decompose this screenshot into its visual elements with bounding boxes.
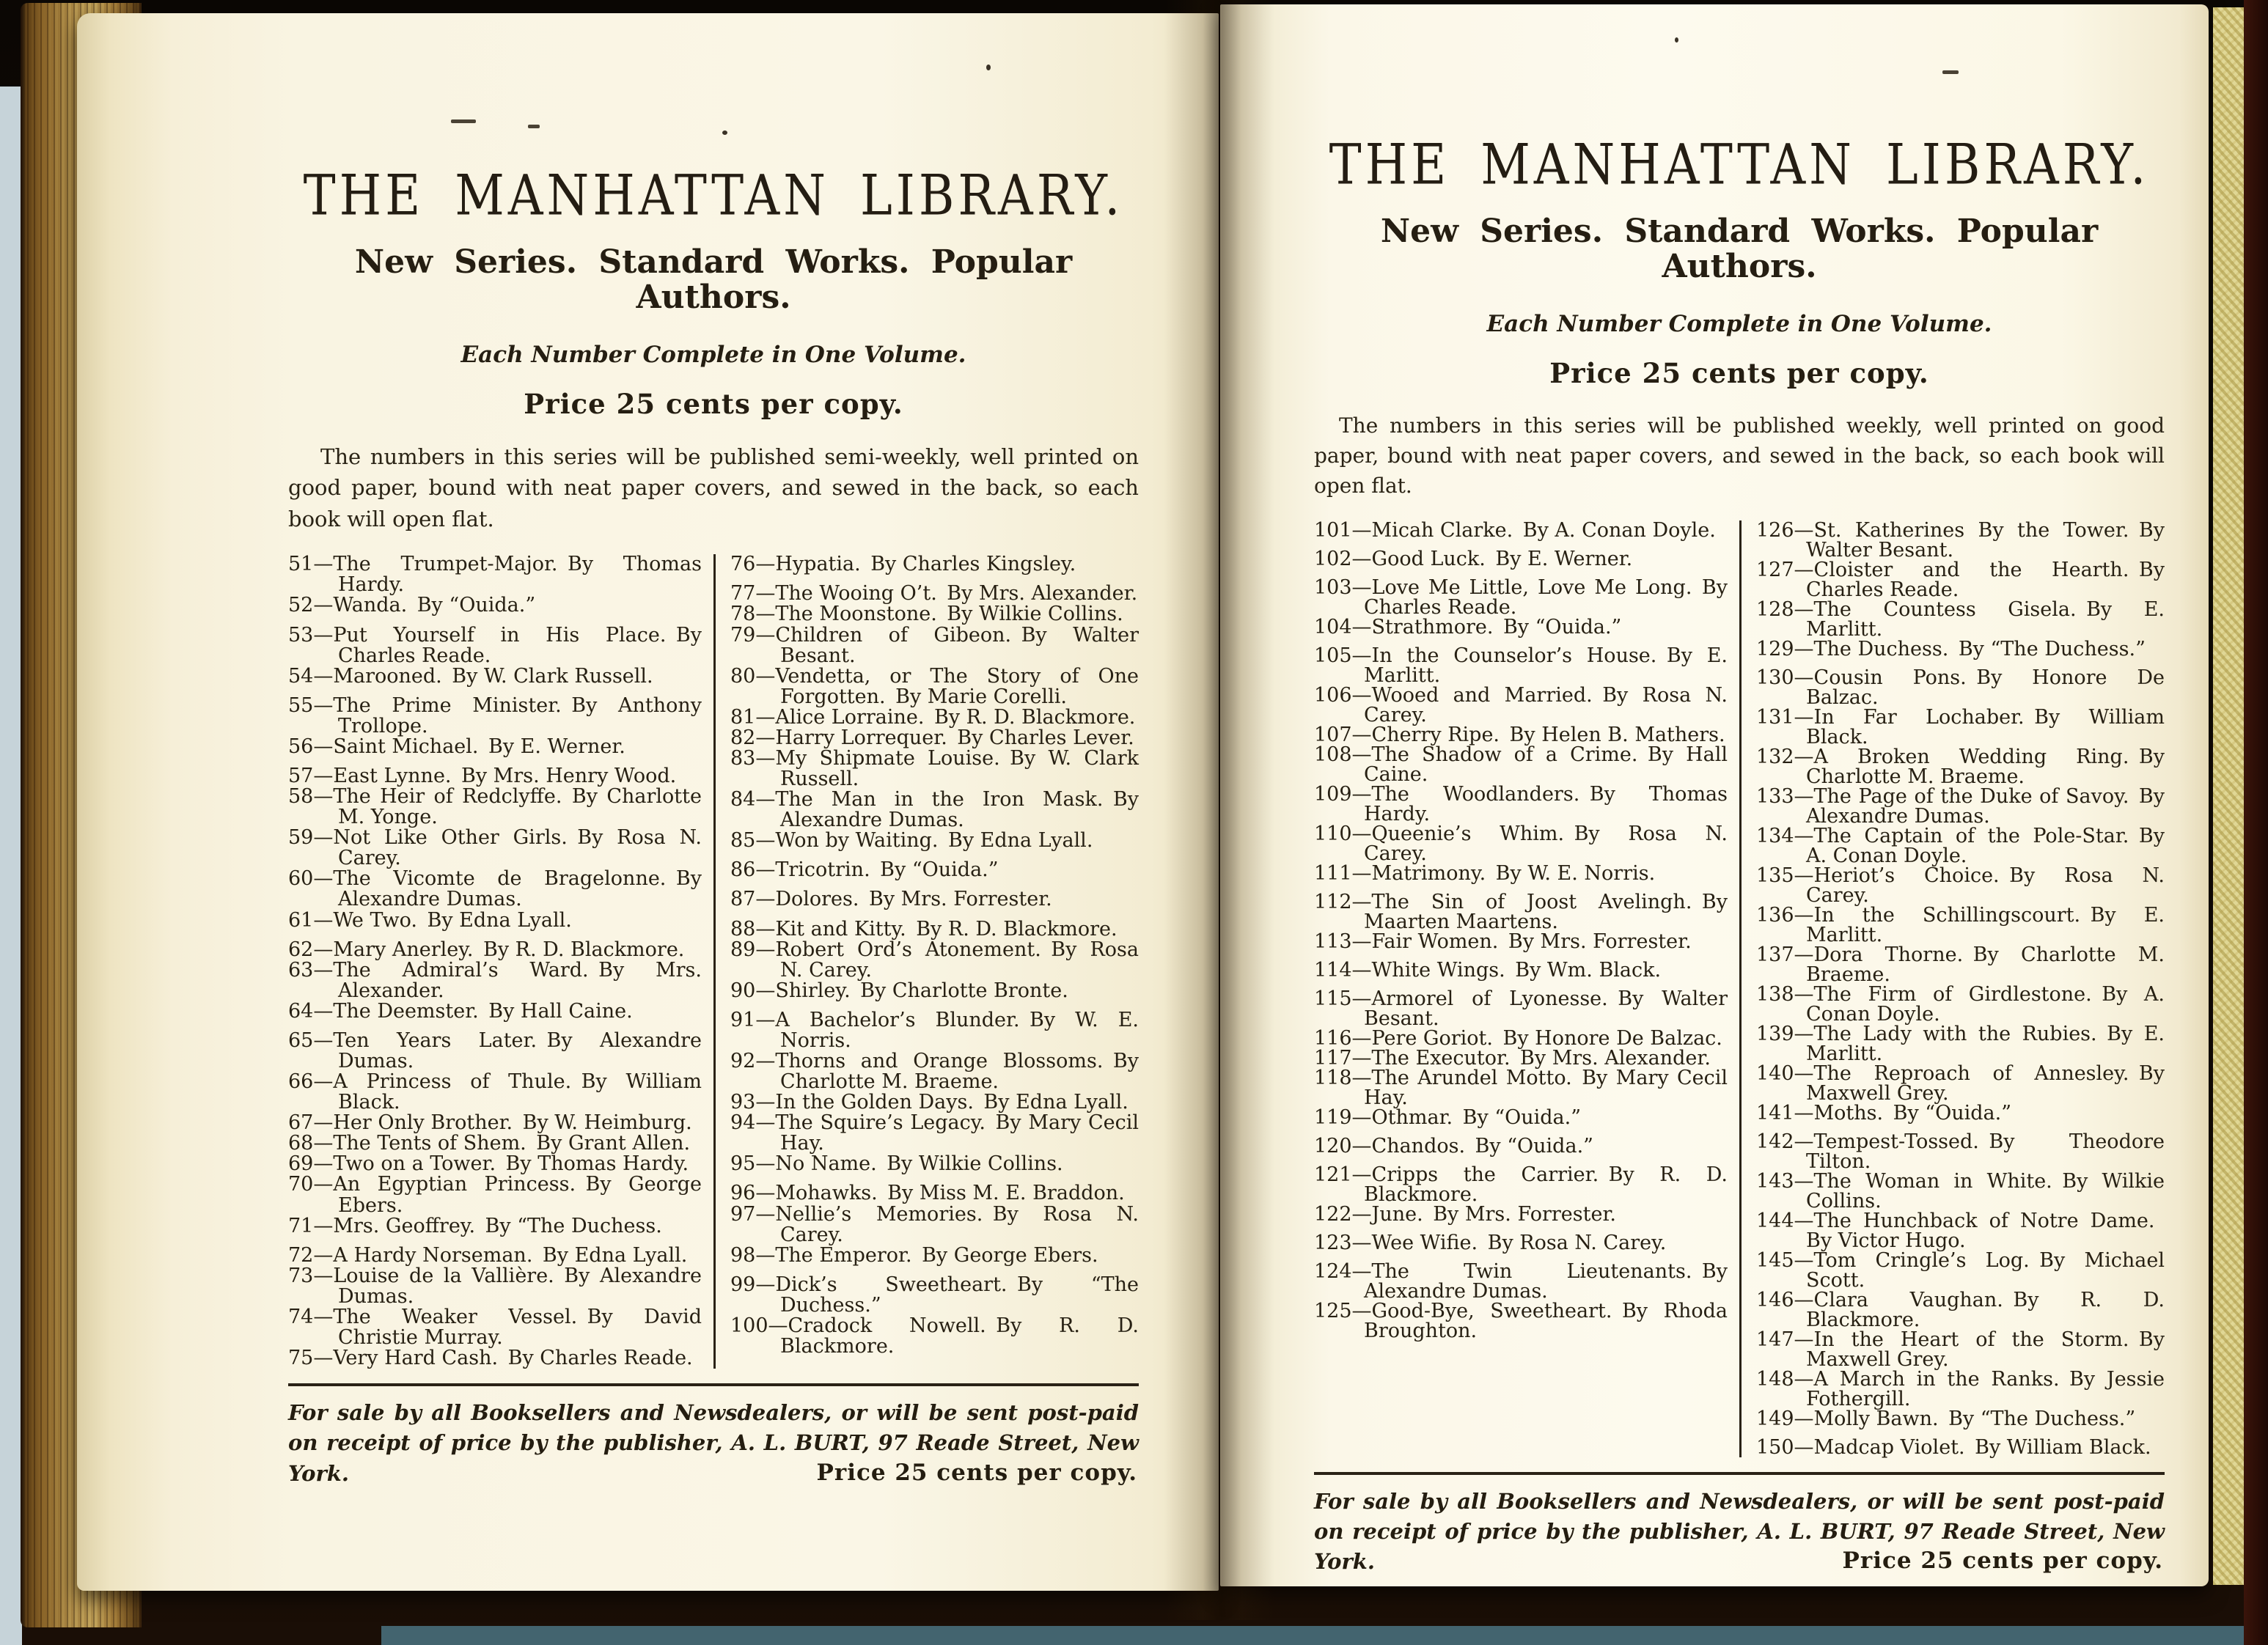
book-group: [288, 766, 702, 931]
book-group: [730, 860, 1139, 880]
book-list-item: 90—Shirley. By Charlotte Bronte.: [730, 979, 1068, 1002]
book-group: [730, 1183, 1139, 1265]
book-group: [1314, 1259, 1728, 1342]
book-list-item: 145—Tom Cringle’s Log. By Michael Scott.: [1756, 1248, 2165, 1292]
book-list-item: 76—Hypatia. By Charles Kingsley.: [730, 553, 1076, 576]
price-line: Price 25 cents per copy.: [524, 387, 903, 420]
page-title: THE MANHATTAN LIBRARY.: [1329, 132, 2150, 197]
book-list-item: 115—Armorel of Lyonesse. By Walter Besant.: [1314, 987, 1728, 1030]
book-group: [1314, 1165, 1728, 1224]
ink-speck: [451, 119, 476, 123]
book-list-item: 71—Mrs. Geoffrey. By “The Duchess.: [288, 1214, 662, 1237]
ink-speck: [1942, 70, 1959, 74]
marbled-endpaper-strip: [2213, 7, 2247, 1585]
book-list-item: 127—Cloister and the Hearth. By Charles Reade.: [1756, 558, 2165, 601]
book-list-item: 82—Harry Lorrequer. By Charles Lever.: [730, 726, 1134, 749]
series-motto: Each Number Complete in One Volume.: [460, 341, 966, 368]
scanner-bed-bottom-strip: [381, 1626, 2268, 1645]
book-list-item: 98—The Emperor. By George Ebers.: [730, 1243, 1098, 1267]
book-list-item: 139—The Lady with the Rubies. By E. Marlitt.: [1756, 1022, 2165, 1065]
book-list-item: 78—The Moonstone. By Wilkie Collins.: [730, 603, 1123, 626]
book-list-item: 54—Marooned. By W. Clark Russell.: [288, 664, 653, 688]
book-list-item: 143—The Woman in White. By Wilkie Collins.: [1756, 1169, 2165, 1212]
book-list-item: 121—Cripps the Carrier. By R. D. Blackmore.: [1314, 1163, 1728, 1206]
book-list-column-126-150: [1739, 520, 2165, 1457]
book-list-item: 58—The Heir of Redclyffe. By Charlotte M. Yonge.: [288, 785, 702, 829]
book-list-item: 137—Dora Thorne. By Charlotte M. Braeme.: [1756, 943, 2165, 986]
ink-speck: [722, 130, 727, 135]
right-page-content: [1314, 128, 2165, 1577]
book-list-item: 96—Mohawks. By Miss M. E. Braddon.: [730, 1182, 1125, 1205]
book-list-item: 97—Nellie’s Memories. By Rosa N. Carey.: [730, 1202, 1139, 1246]
book-list-item: 123—Wee Wifie. By Rosa N. Carey.: [1314, 1231, 1667, 1254]
book-group: [1314, 520, 1728, 540]
book-list: [288, 554, 1139, 1369]
book-group: [1314, 1136, 1728, 1156]
book-list-column-76-100: [713, 554, 1139, 1369]
page-subtitle: New Series. Standard Works. Popular Authors.: [354, 243, 1073, 317]
footer-rule: [1314, 1472, 2165, 1475]
book-list-item: 70—An Egyptian Princess. By George Ebers.: [288, 1173, 702, 1217]
book-list-item: 146—Clara Vaughan. By R. D. Blackmore.: [1756, 1288, 2165, 1331]
book-list-item: 141—Moths. By “Ouida.”: [1756, 1101, 2012, 1125]
book-list-item: 149—Molly Bawn. By “The Duchess.”: [1756, 1407, 2136, 1430]
footer-price: Price 25 cents per copy.: [816, 1459, 1137, 1486]
book-list-item: 128—The Countess Gisela. By E. Marlitt.: [1756, 597, 2165, 641]
book-list-item: 69—Two on a Tower. By Thomas Hardy.: [288, 1152, 689, 1176]
book-group: [288, 1245, 702, 1369]
page-footer: [288, 1398, 1139, 1489]
book-list-item: 83—My Shipmate Louise. By W. Clark Russell.: [730, 746, 1139, 791]
book-list-item: 89—Robert Ord’s Atonement. By Rosa N. Carey.: [730, 938, 1139, 982]
book-list-item: 94—The Squire’s Legacy. By Mary Cecil Hay.: [730, 1111, 1139, 1155]
book-list-item: 51—The Trumpet-Major. By Thomas Hardy.: [288, 553, 702, 597]
book-list-item: 84—The Man in the Iron Mask. By Alexandre Dumas.: [730, 788, 1139, 832]
book-list-item: 56—Saint Michael. By E. Werner.: [288, 735, 625, 758]
book-list-item: 75—Very Hard Cash. By Charles Reade.: [288, 1347, 693, 1370]
book-list-item: 103—Love Me Little, Love Me Long. By Charles Reade.: [1314, 575, 1728, 619]
book-list-item: 122—June. By Mrs. Forrester.: [1314, 1202, 1616, 1226]
book-list-item: 81—Alice Lorraine. By R. D. Blackmore.: [730, 705, 1136, 729]
footer-publisher: A. L. BURT, 97 Reade Street, New York.: [1314, 1519, 2165, 1575]
book-list-item: 140—The Reproach of Annesley. By Maxwell Grey.: [1756, 1061, 2165, 1105]
book-list-item: 65—Ten Years Later. By Alexandre Dumas.: [288, 1028, 702, 1072]
book-list-item: 77—The Wooing O’t. By Mrs. Alexander.: [730, 582, 1138, 606]
book-list-item: 124—The Twin Lieutenants. By Alexandre Dumas.: [1314, 1259, 1728, 1303]
book-list-item: 112—The Sin of Joost Avelingh. By Maarten Maartens.: [1314, 890, 1728, 933]
book-group: [288, 940, 702, 1022]
book-list-item: 101—Micah Clarke. By A. Conan Doyle.: [1314, 518, 1716, 542]
book-list-item: 73—Louise de la Vallière. By Alexandre Dumas.: [288, 1264, 702, 1308]
book-list-item: 110—Queenie’s Whim. By Rosa N. Carey.: [1314, 822, 1728, 865]
book-list-item: 147—In the Heart of the Storm. By Maxwell Grey.: [1756, 1328, 2165, 1371]
series-motto: Each Number Complete in One Volume.: [1486, 310, 1992, 337]
book-list-item: 79—Children of Gibeon. By Walter Besant.: [730, 623, 1139, 667]
book-group: [288, 693, 702, 758]
book-list-item: 86—Tricotrin. By “Ouida.”: [730, 858, 999, 882]
book-group: [288, 625, 702, 687]
book-group: [1756, 668, 2165, 1123]
book-list-item: 68—The Tents of Shem. By Grant Allen.: [288, 1132, 691, 1155]
series-description: The numbers in this series will be published semi-weekly, well printed on good paper, bound with neat paper covers, and sewed in the back, so each book will open flat.: [288, 444, 1139, 532]
ink-speck: [1675, 37, 1678, 43]
book-list-item: 60—The Vicomte de Bragelonne. By Alexandre Dumas.: [288, 867, 702, 911]
book-list-item: 104—Strathmore. By “Ouida.”: [1314, 615, 1622, 639]
book-group: [288, 554, 702, 616]
book-list-item: 109—The Woodlanders. By Thomas Hardy.: [1314, 782, 1728, 825]
book-list-item: 100—Cradock Nowell. By R. D. Blackmore.: [730, 1314, 1139, 1358]
book-group: [730, 584, 1139, 851]
book-group: [730, 554, 1139, 575]
book-group: [1756, 520, 2165, 659]
page-subtitle: New Series. Standard Works. Popular Authors.: [1380, 213, 2099, 286]
book-group: [1314, 892, 1728, 952]
book-cover-right-edge: [2244, 0, 2268, 1645]
book-list-column-51-75: [288, 554, 713, 1369]
book-list-item: 62—Mary Anerley. By R. D. Blackmore.: [288, 938, 685, 961]
book-list-item: 91—A Bachelor’s Blunder. By W. E. Norris.: [730, 1008, 1139, 1052]
page-footer: [1314, 1487, 2165, 1578]
book-list-item: 117—The Executor. By Mrs. Alexander.: [1314, 1046, 1711, 1070]
footer-sale-text: For sale by all Booksellers and Newsdealers, or will be sent post-paid on receipt of price by the publisher,: [288, 1400, 1139, 1456]
book-list-item: 138—The Firm of Girdlestone. By A. Conan Doyle.: [1756, 982, 2165, 1026]
right-page: [1220, 4, 2209, 1586]
book-group: [1314, 1233, 1728, 1253]
book-list-item: 67—Her Only Brother. By W. Heimburg.: [288, 1111, 692, 1135]
book-list-item: 125—Good-Bye, Sweetheart. By Rhoda Broughton.: [1314, 1299, 1728, 1342]
book-group: [730, 889, 1139, 910]
book-list-item: 53—Put Yourself in His Place. By Charles Reade.: [288, 623, 702, 667]
price-line: Price 25 cents per copy.: [1549, 356, 1929, 389]
series-description: The numbers in this series will be published weekly, well printed on good paper, bound with neat paper covers, and sewed in the back, so each book will open flat.: [1314, 413, 2165, 498]
book-list-item: 106—Wooed and Married. By Rosa N. Carey.: [1314, 683, 1728, 726]
left-page: [77, 13, 1219, 1591]
book-list-item: 114—White Wings. By Wm. Black.: [1314, 958, 1662, 982]
book-list-item: 148—A March in the Ranks. By Jessie Fothergill.: [1756, 1367, 2165, 1410]
book-list-item: 64—The Deemster. By Hall Caine.: [288, 999, 633, 1023]
book-group: [1756, 1435, 2165, 1459]
book-list-item: 92—Thorns and Orange Blossoms. By Charlotte M. Braeme.: [730, 1050, 1139, 1094]
book-list-item: 52—Wanda. By “Ouida.”: [288, 594, 536, 617]
book-group: [730, 1275, 1139, 1357]
book-list-item: 55—The Prime Minister. By Anthony Trollope.: [288, 693, 702, 737]
book-list-item: 134—The Captain of the Pole-Star. By A. Conan Doyle.: [1756, 824, 2165, 867]
book-group: [1756, 1132, 2165, 1429]
book-group: [1314, 960, 1728, 980]
book-list-item: 126—St. Katherines By the Tower. By Walter Besant.: [1756, 518, 2165, 562]
book-list-item: 80—Vendetta, or The Story of One Forgotten. By Marie Corelli.: [730, 664, 1139, 708]
book-list-item: 150—Madcap Violet. By William Black.: [1756, 1435, 2151, 1459]
book-list-item: 131—In Far Lochaber. By William Black.: [1756, 705, 2165, 748]
book-list-item: 105—In the Counselor’s House. By E. Marlitt.: [1314, 644, 1728, 687]
ink-speck: [528, 125, 540, 128]
book-list-item: 61—We Two. By Edna Lyall.: [288, 908, 572, 932]
book-list: [1314, 520, 2165, 1457]
book-list-column-101-125: [1314, 520, 1739, 1457]
book-list-item: 95—No Name. By Wilkie Collins.: [730, 1152, 1063, 1176]
book-list-item: 120—Chandos. By “Ouida.”: [1314, 1134, 1593, 1158]
book-list-item: 133—The Page of the Duke of Savoy. By Alexandre Dumas.: [1756, 784, 2165, 828]
book-list-item: 93—In the Golden Days. By Edna Lyall.: [730, 1091, 1129, 1114]
book-list-item: 72—A Hardy Norseman. By Edna Lyall.: [288, 1243, 688, 1267]
footer-sale-text: For sale by all Booksellers and Newsdealers, or will be sent post-paid on receipt of price by the publisher,: [1314, 1488, 2165, 1545]
book-list-item: 142—Tempest-Tossed. By Theodore Tilton.: [1756, 1130, 2165, 1173]
book-list-item: 63—The Admiral’s Ward. By Mrs. Alexander.: [288, 958, 702, 1002]
book-group: [730, 919, 1139, 1001]
ink-speck: [986, 65, 991, 70]
book-group: [1314, 646, 1728, 883]
book-list-item: 85—Won by Waiting. By Edna Lyall.: [730, 829, 1093, 853]
book-list-item: 88—Kit and Kitty. By R. D. Blackmore.: [730, 917, 1118, 941]
footer-publisher: A. L. BURT, 97 Reade Street, New York.: [288, 1430, 1139, 1486]
book-list-item: 108—The Shadow of a Crime. By Hall Caine.: [1314, 743, 1728, 786]
book-group: [1314, 575, 1728, 639]
page-title: THE MANHATTAN LIBRARY.: [303, 163, 1124, 228]
book-list-item: 118—The Arundel Motto. By Mary Cecil Hay.: [1314, 1066, 1728, 1109]
book-list-item: 87—Dolores. By Mrs. Forrester.: [730, 888, 1052, 911]
book-list-item: 102—Good Luck. By E. Werner.: [1314, 547, 1633, 570]
footer-rule: [288, 1383, 1139, 1386]
book-list-item: 57—East Lynne. By Mrs. Henry Wood.: [288, 764, 677, 787]
book-list-item: 130—Cousin Pons. By Honore De Balzac.: [1756, 666, 2165, 709]
footer-price: Price 25 cents per copy.: [1842, 1548, 2163, 1575]
book-list-item: 136—In the Schillingscourt. By E. Marlitt.: [1756, 903, 2165, 946]
book-list-item: 59—Not Like Other Girls. By Rosa N. Carey.: [288, 826, 702, 870]
book-list-item: 74—The Weaker Vessel. By David Christie Murray.: [288, 1305, 702, 1350]
book-group: [730, 1010, 1139, 1175]
book-list-item: 119—Othmar. By “Ouida.”: [1314, 1105, 1582, 1129]
book-group: [288, 1028, 702, 1237]
book-group: [1314, 549, 1728, 569]
book-list-item: 113—Fair Women. By Mrs. Forrester.: [1314, 930, 1692, 953]
book-list-item: 66—A Princess of Thule. By William Black.: [288, 1070, 702, 1114]
scanner-bed-left-strip: [0, 87, 22, 1645]
book-list-item: 135—Heriot’s Choice. By Rosa N. Carey.: [1756, 864, 2165, 907]
book-list-item: 111—Matrimony. By W. E. Norris.: [1314, 861, 1656, 885]
book-list-item: 132—A Broken Wedding Ring. By Charlotte M. Braeme.: [1756, 745, 2165, 788]
book-list-item: 129—The Duchess. By “The Duchess.”: [1756, 637, 2146, 660]
book-list-item: 99—Dick’s Sweetheart. By “The Duchess.”: [730, 1273, 1139, 1317]
book-group: [1314, 989, 1728, 1127]
book-list-item: 144—The Hunchback of Notre Dame. By Victor Hugo.: [1756, 1209, 2165, 1252]
book-list-item: 116—Pere Goriot. By Honore De Balzac.: [1314, 1026, 1722, 1050]
left-page-content: [288, 158, 1139, 1489]
book-list-item: 107—Cherry Ripe. By Helen B. Mathers.: [1314, 723, 1725, 746]
